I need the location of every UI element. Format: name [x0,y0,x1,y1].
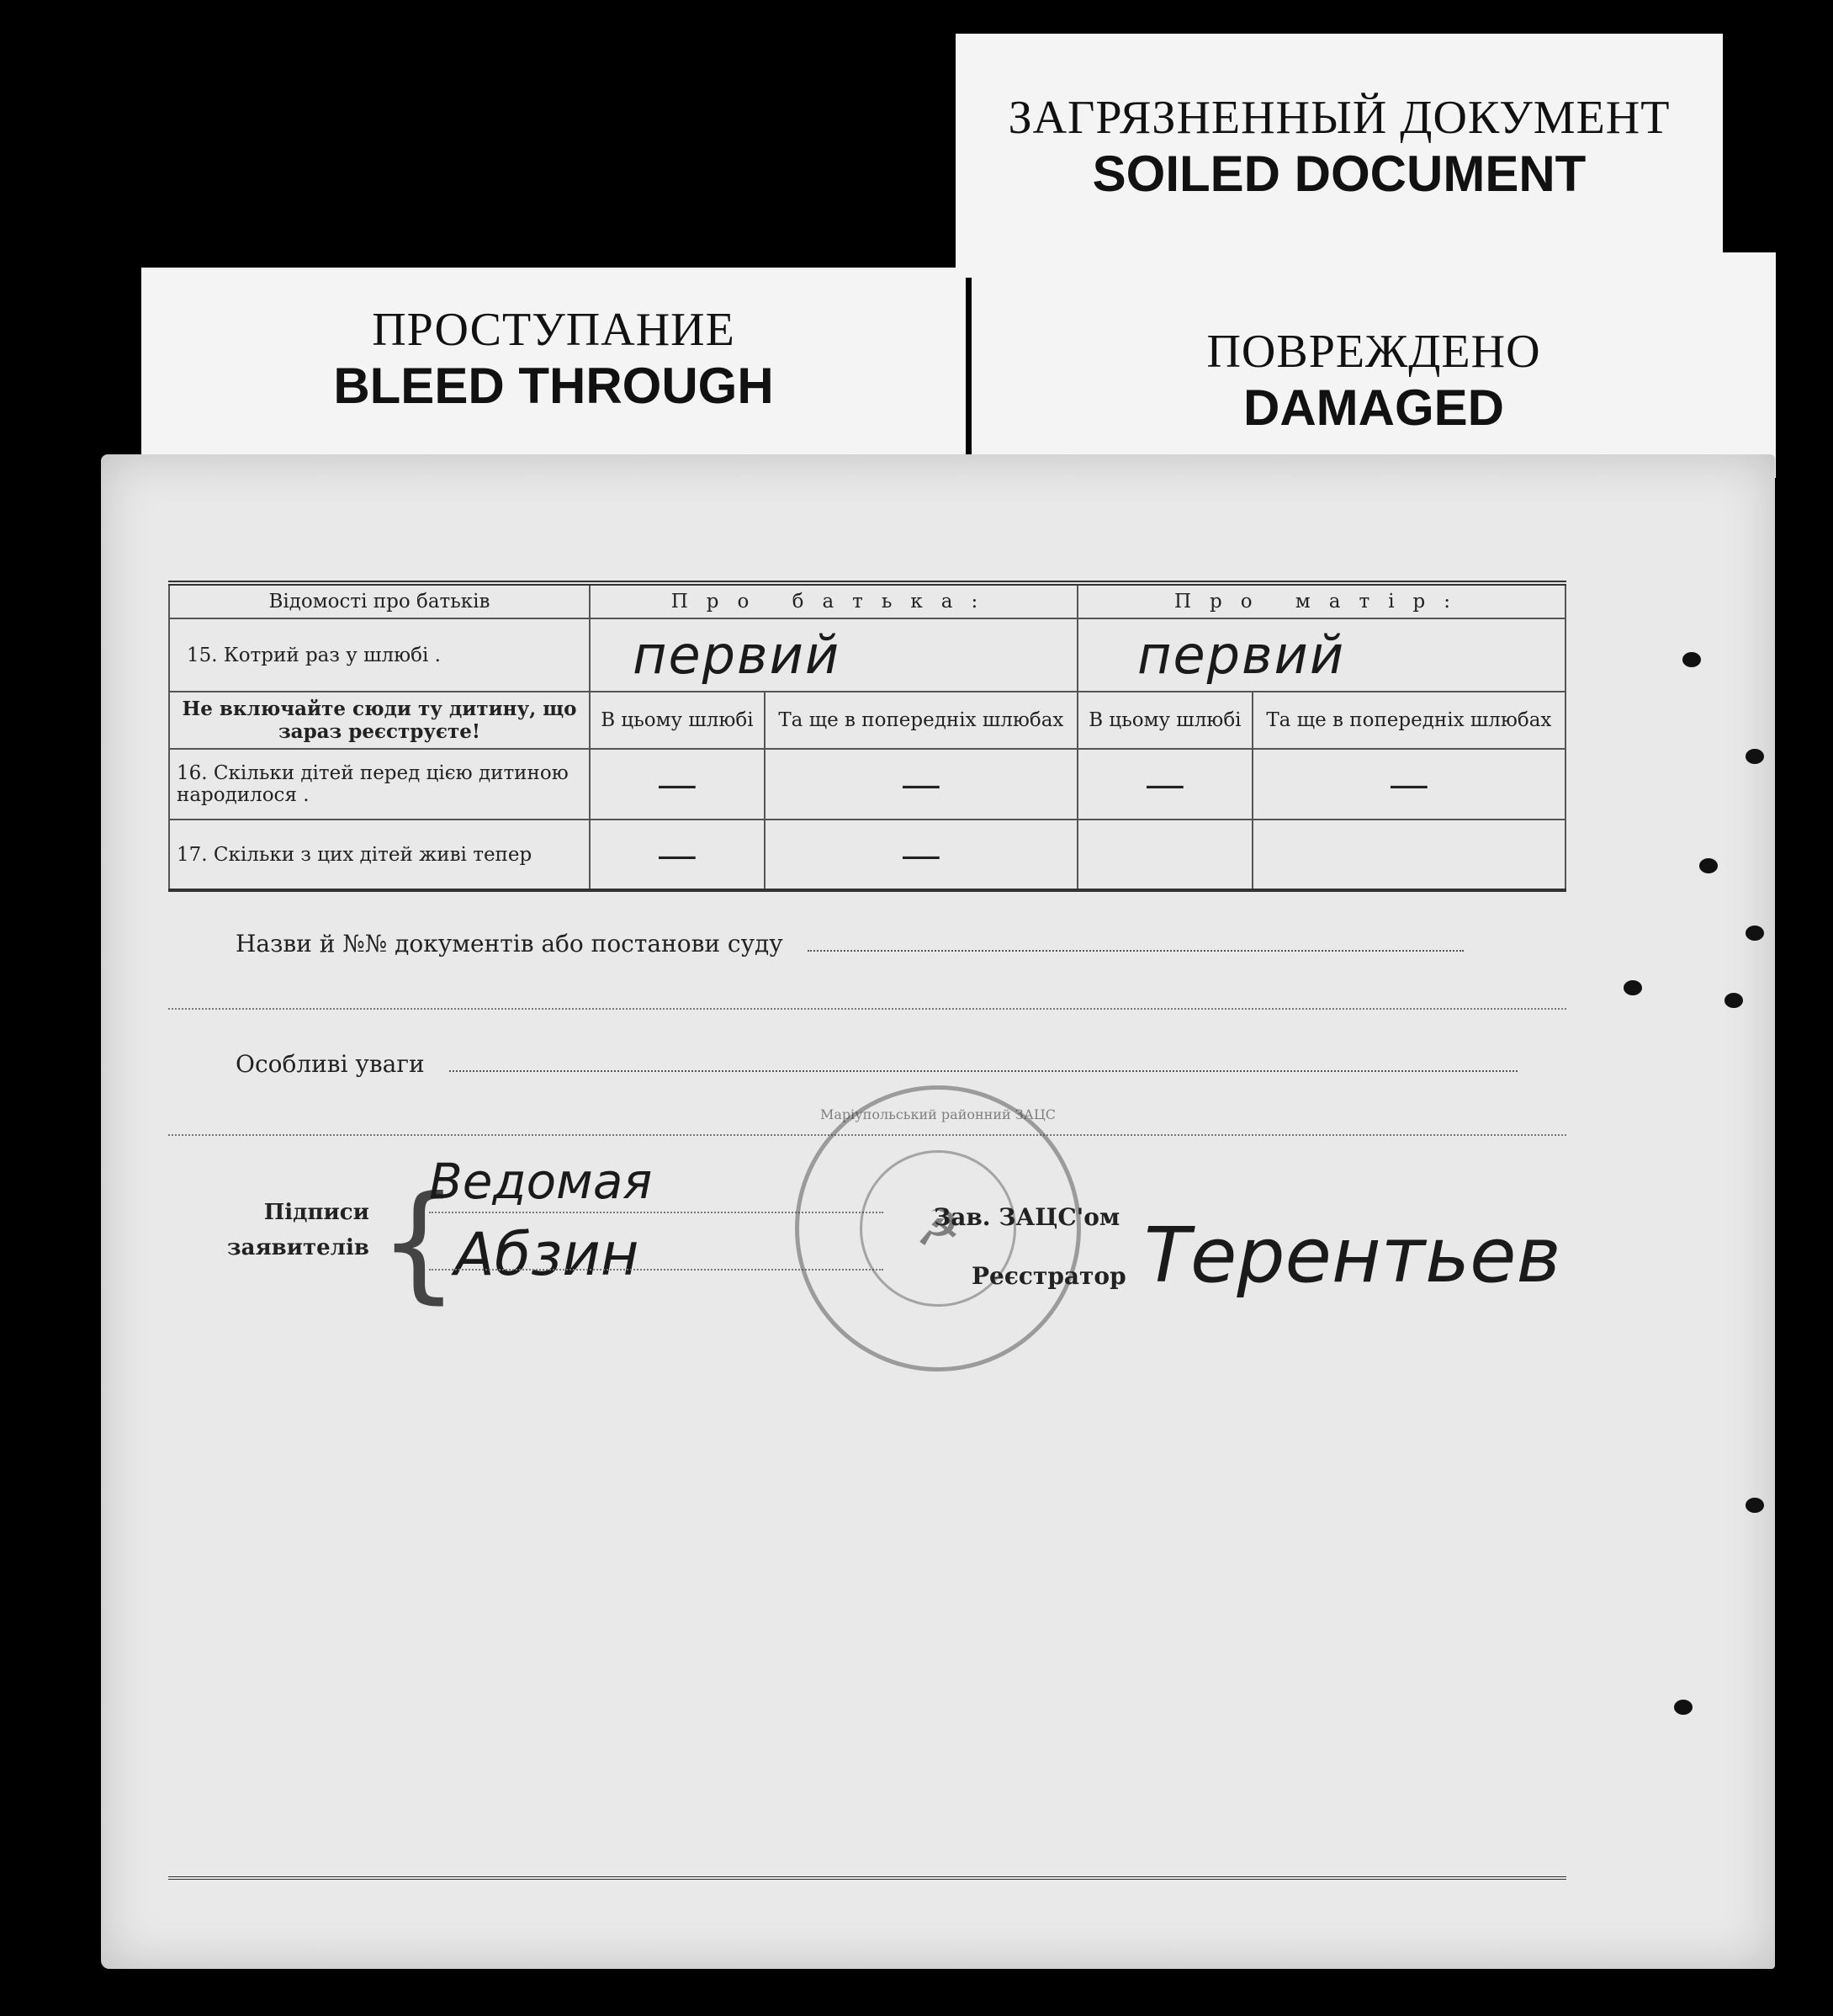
row17-father-this: — [590,820,765,890]
row17-mother-prev [1253,820,1565,890]
soiled-tag-en: SOILED DOCUMENT [1092,146,1587,202]
punch-hole-3 [1699,858,1718,873]
header-label: Відомості про батьків [169,583,590,618]
row15-label: 15. Котрий раз у шлюбі . [169,618,590,692]
father-this-marriage: В цьому шлюбі [590,692,765,749]
row16-label: 16. Скільки дітей перед цією дитиною народилося . [169,749,590,820]
row-17 [169,820,1565,890]
mother-this-marriage: В цьому шлюбі [1078,692,1253,749]
header-mother: Про матір: [1078,583,1565,618]
damaged-tag-ru: ПОВРЕЖДЕНО [1206,326,1541,378]
parents-info-table [168,581,1566,892]
mother-previous-marriages: Та ще в попередніх шлюбах [1253,692,1565,749]
registrar-label: Реєстратор [972,1262,1126,1290]
row17-label: 17. Скільки з цих дітей живі тепер [169,820,590,890]
document-sheet [101,454,1775,1969]
punch-hole-5 [1624,980,1642,995]
punch-hole-1 [1682,652,1701,667]
punch-hole-8 [1674,1700,1693,1715]
documents-line-2 [168,1008,1566,1010]
row16-father-this: — [590,749,765,820]
row15-father [590,618,1078,692]
documents-field [168,930,1566,958]
table-header-row [169,583,1565,618]
applicant2-signature: Абзин [454,1220,639,1289]
damaged-tag [972,252,1776,478]
row17-father-prev: — [765,820,1078,890]
soiled-document-tag [956,34,1723,278]
soiled-tag-ru: ЗАГРЯЗНЕННЫЙ ДОКУМЕНТ [1008,92,1671,144]
bottom-rule [168,1876,1566,1880]
sign-label-line2: заявителів [227,1235,369,1260]
remarks-line [449,1052,1518,1072]
head-zags-label: Зав. ЗАЦС'ом [934,1203,1120,1231]
applicant1-signature: Ведомая [429,1153,653,1210]
note-label: Не включайте сюди ту дитину, що зараз реєструєте! [169,692,590,749]
documents-label: Назви й №№ документів або постанови суду [236,930,783,958]
damaged-tag-en: DAMAGED [1243,379,1504,436]
row15-mother-value: первий [1136,624,1346,686]
row-15 [169,618,1565,692]
header-father: Про батька: [590,583,1078,618]
remarks-field [168,1050,1566,1078]
punch-hole-2 [1746,749,1764,764]
documents-line [808,931,1464,952]
note-row [169,692,1565,749]
bleed-tag-en: BLEED THROUGH [333,358,774,414]
row-16 [169,749,1565,820]
row16-father-prev: — [765,749,1078,820]
father-previous-marriages: Та ще в попередніх шлюбах [765,692,1078,749]
punch-hole-4 [1746,926,1764,941]
row16-mother-prev: — [1253,749,1565,820]
sign-label-line1: Підписи [263,1200,369,1225]
row15-father-value: первий [633,624,841,686]
applicants-signatures-label [227,1195,369,1265]
registrar-signature: Терентьев [1144,1212,1561,1300]
row15-mother [1078,618,1565,692]
remarks-label: Особливі уваги [236,1050,425,1078]
row16-mother-this: — [1078,749,1253,820]
punch-hole-7 [1746,1498,1764,1513]
brace-symbol: { [379,1170,459,1316]
punch-hole-6 [1724,993,1743,1008]
seal-emblem-icon: ☭ [860,1150,1016,1307]
row17-mother-this [1078,820,1253,890]
bleed-through-tag [141,268,966,475]
seal-text: Маріупольський районний ЗАЦС [819,1106,1057,1122]
bleed-tag-ru: ПРОСТУПАНИЕ [372,304,735,356]
